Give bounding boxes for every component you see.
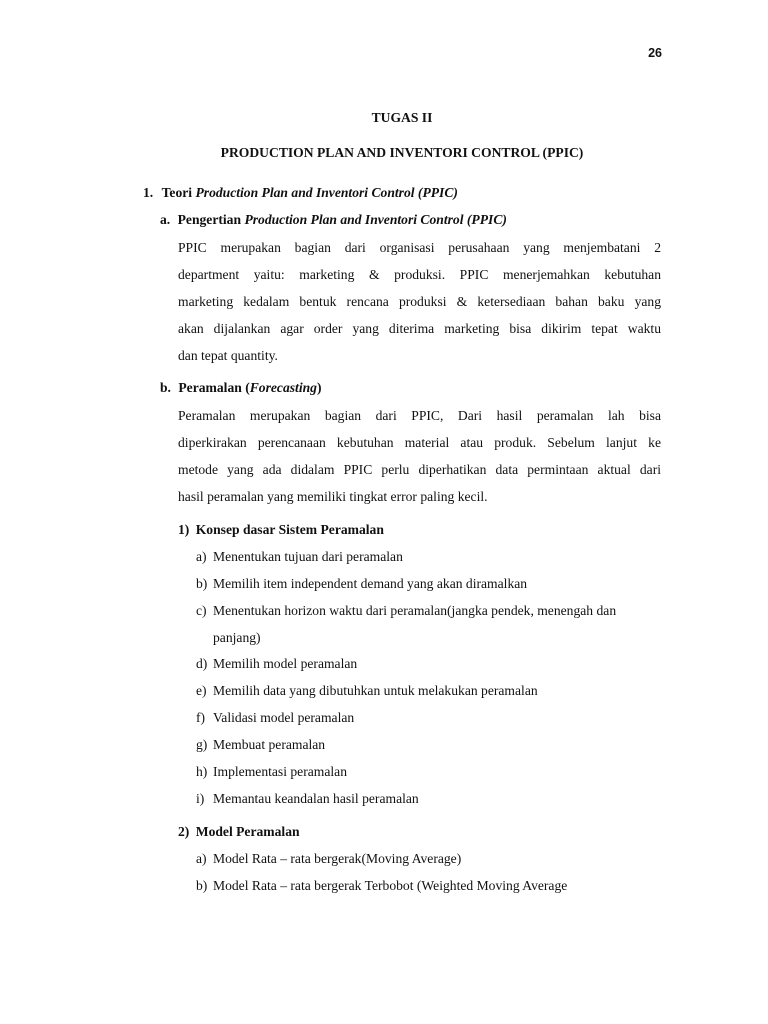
list-marker: f) <box>196 710 206 725</box>
paragraph-line: marketing kedalam bentuk rencana produksi & ketersediaan bahan baku yang <box>178 294 661 309</box>
subsection-b-heading <box>160 380 321 396</box>
document-title: TUGAS II <box>371 110 433 125</box>
paragraph-line: diperkirakan perencanaan kebutuhan material atau produk. Sebelum lanjut ke <box>178 435 661 450</box>
list-item <box>196 603 661 619</box>
section-1-label-italic: Production Plan and Inventori Control (PPIC) <box>195 185 458 200</box>
list-marker: g) <box>196 737 208 752</box>
list-item <box>196 851 461 867</box>
subsection-b-paragraph <box>178 402 661 510</box>
subsection-b-label-italic: Forecasting <box>249 380 317 395</box>
page-number: 26 <box>648 46 662 60</box>
list-item <box>196 791 419 807</box>
paragraph-line: hasil peramalan yang memiliki tingkat error paling kecil. <box>178 489 488 504</box>
list-marker: h) <box>196 764 208 779</box>
list-item <box>196 656 357 672</box>
list-item-continuation: panjang) <box>213 630 261 645</box>
list-item <box>196 549 403 565</box>
konsep-marker: 1) <box>178 522 190 537</box>
subsection-a-paragraph <box>178 234 661 369</box>
subsection-a-marker: a. <box>160 212 171 227</box>
list-marker: e) <box>196 683 207 698</box>
list-marker: i) <box>196 791 205 806</box>
konsep-heading <box>178 522 384 538</box>
list-item <box>196 710 354 726</box>
list-item <box>196 737 325 753</box>
list-item-text: Model Rata – rata bergerak Terbobot (Weighted Moving Average <box>213 878 568 893</box>
section-1-marker: 1. <box>143 185 154 200</box>
list-item-text: Menentukan tujuan dari peramalan <box>213 549 403 564</box>
paragraph-line: akan dijalankan agar order yang diterima marketing bisa dikirim tepat waktu <box>178 321 661 336</box>
list-item <box>196 683 538 699</box>
list-item <box>196 878 567 894</box>
list-marker: b) <box>196 576 208 591</box>
list-item <box>196 764 347 780</box>
model-heading <box>178 824 300 840</box>
model-marker: 2) <box>178 824 190 839</box>
model-heading-label: Model Peramalan <box>195 824 300 839</box>
list-item-text: Memantau keandalan hasil peramalan <box>213 791 419 806</box>
paragraph-line: dan tepat quantity. <box>178 348 278 363</box>
subsection-b-label: Peramalan ( <box>178 380 250 395</box>
subsection-b-marker: b. <box>160 380 171 395</box>
list-marker: b) <box>196 878 208 893</box>
subsection-a-label-italic: Production Plan and Inventori Control (PPIC) <box>244 212 507 227</box>
konsep-heading-label: Konsep dasar Sistem Peramalan <box>195 522 384 537</box>
subsection-b-label-close: ) <box>316 380 322 395</box>
list-item-text: Validasi model peramalan <box>213 710 355 725</box>
list-item-text: Model Rata – rata bergerak(Moving Average) <box>213 851 462 866</box>
subsection-a-label: Pengertian <box>177 212 245 227</box>
list-item-text: Menentukan horizon waktu dari peramalan(jangka pendek, menengah dan <box>213 603 617 618</box>
paragraph-line: PPIC merupakan bagian dari organisasi perusahaan yang menjembatani 2 <box>178 240 661 255</box>
paragraph-line: Peramalan merupakan bagian dari PPIC, Dari hasil peramalan lah bisa <box>178 408 661 423</box>
document-subtitle: PRODUCTION PLAN AND INVENTORI CONTROL (PPIC) <box>220 145 584 160</box>
list-marker: d) <box>196 656 208 671</box>
section-1-label: Teori <box>161 185 196 200</box>
list-marker: c) <box>196 603 207 618</box>
paragraph-line: department yaitu: marketing & produksi. PPIC menerjemahkan kebutuhan <box>178 267 661 282</box>
subsection-a-heading <box>160 212 507 228</box>
list-marker: a) <box>196 549 207 564</box>
list-item-text: Membuat peramalan <box>213 737 326 752</box>
paragraph-line: metode yang ada didalam PPIC perlu diperhatikan data permintaan aktual dari <box>178 462 661 477</box>
list-item-text: Memilih model peramalan <box>213 656 358 671</box>
list-marker: a) <box>196 851 207 866</box>
list-item-text: Implementasi peramalan <box>213 764 347 779</box>
list-item-text: Memilih item independent demand yang akan diramalkan <box>213 576 528 591</box>
section-1-heading <box>143 185 458 201</box>
list-item-text: Memilih data yang dibutuhkan untuk melakukan peramalan <box>213 683 538 698</box>
list-item <box>196 576 527 592</box>
